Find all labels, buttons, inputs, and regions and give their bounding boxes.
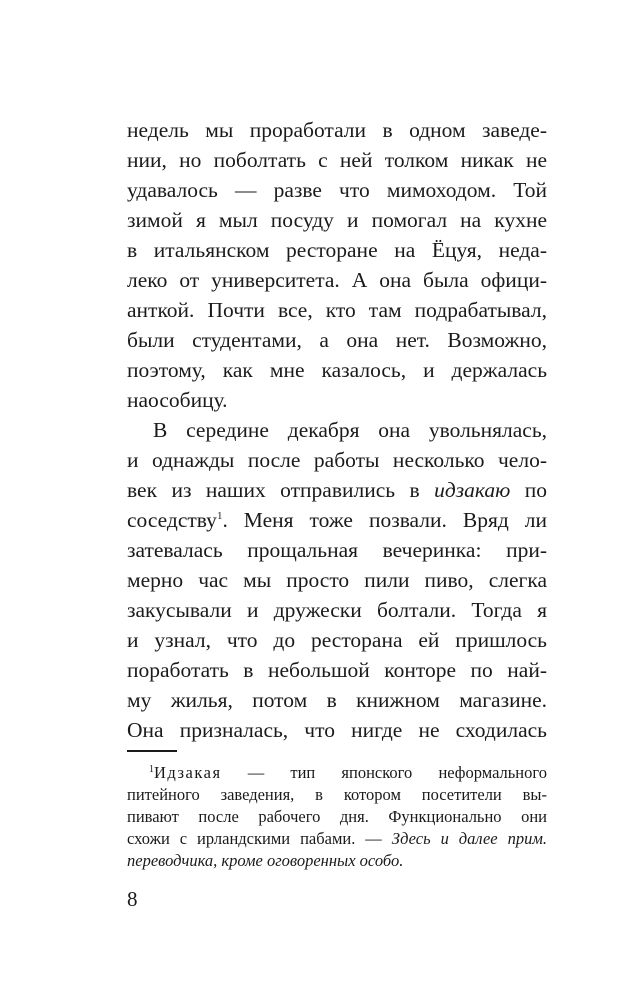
body-line-3: удавалось — разве что мимоходом. Той — [127, 178, 547, 202]
footnote-term: Идзакая — [154, 763, 222, 782]
footnote-marker: 1 — [149, 764, 154, 775]
page-number: 8 — [127, 887, 138, 911]
footnote-line-3: пивают после рабочего дня. Функционально они — [127, 807, 547, 826]
body-line-19: поработать в небольшой конторе по най- — [127, 658, 547, 682]
body-line-13-end: по — [524, 478, 547, 502]
body-line-10: наособицу. — [127, 388, 228, 412]
footnote-line-1-rest: — тип японского неформального — [247, 763, 547, 782]
footnote-separator — [127, 750, 177, 752]
body-line-14 — [127, 505, 547, 535]
footnote-line-2: питейного заведения, в котором посетители вы- — [127, 785, 547, 804]
body-line-17: закусывали и дружески болтали. Тогда я — [127, 598, 547, 622]
footnote-line-1 — [127, 762, 547, 784]
footnote-line-4-plain: схожи с ирландскими пабами. — — [127, 829, 382, 848]
footnote-line-4-italic: Здесь и далее прим. — [391, 829, 547, 848]
body-line-13 — [127, 475, 547, 505]
body-line-8: были студентами, а она нет. Возможно, — [127, 328, 547, 352]
body-line-1: недель мы проработали в одном заведе- — [127, 118, 547, 142]
footnote-line-5-italic: переводчика, кроме оговоренных особо. — [127, 851, 404, 870]
body-line-2: нии, но поболтать с ней толком никак не — [127, 148, 547, 172]
body-line-12: и однажды после работы несколько чело- — [127, 448, 547, 472]
body-line-18: и узнал, что до ресторана ей пришлось — [127, 628, 547, 652]
body-line-6: леко от университета. А она была офици- — [127, 268, 547, 292]
footnote-line-4 — [127, 828, 547, 850]
body-line-16: мерно час мы просто пили пиво, слегка — [127, 568, 547, 592]
body-line-20: му жилья, потом в книжном магазине. — [127, 688, 547, 712]
body-line-14-start: соседству — [127, 508, 217, 532]
body-line-5: в итальянском ресторане на Ёцуя, неда- — [127, 238, 547, 262]
body-line-4: зимой я мыл посуду и помогал на кухне — [127, 208, 547, 232]
body-line-15: затевалась прощальная вечеринка: при- — [127, 538, 547, 562]
body-line-14-rest: . Меня тоже позвали. Вряд ли — [222, 508, 547, 532]
body-line-9: поэтому, как мне казалось, и держалась — [127, 358, 547, 382]
footnote-reference[interactable]: 1 — [216, 510, 223, 522]
footnote-line-5 — [127, 850, 547, 872]
term-izakaya-italic: идзакаю — [434, 478, 511, 502]
body-line-13-text: век из наших отправились в — [127, 478, 420, 502]
body-line-11: В середине декабря она увольнялась, — [153, 418, 547, 442]
body-line-7: анткой. Почти все, кто там подрабатывал, — [127, 298, 547, 322]
body-line-21: Она призналась, что нигде не сходилась — [127, 718, 547, 742]
